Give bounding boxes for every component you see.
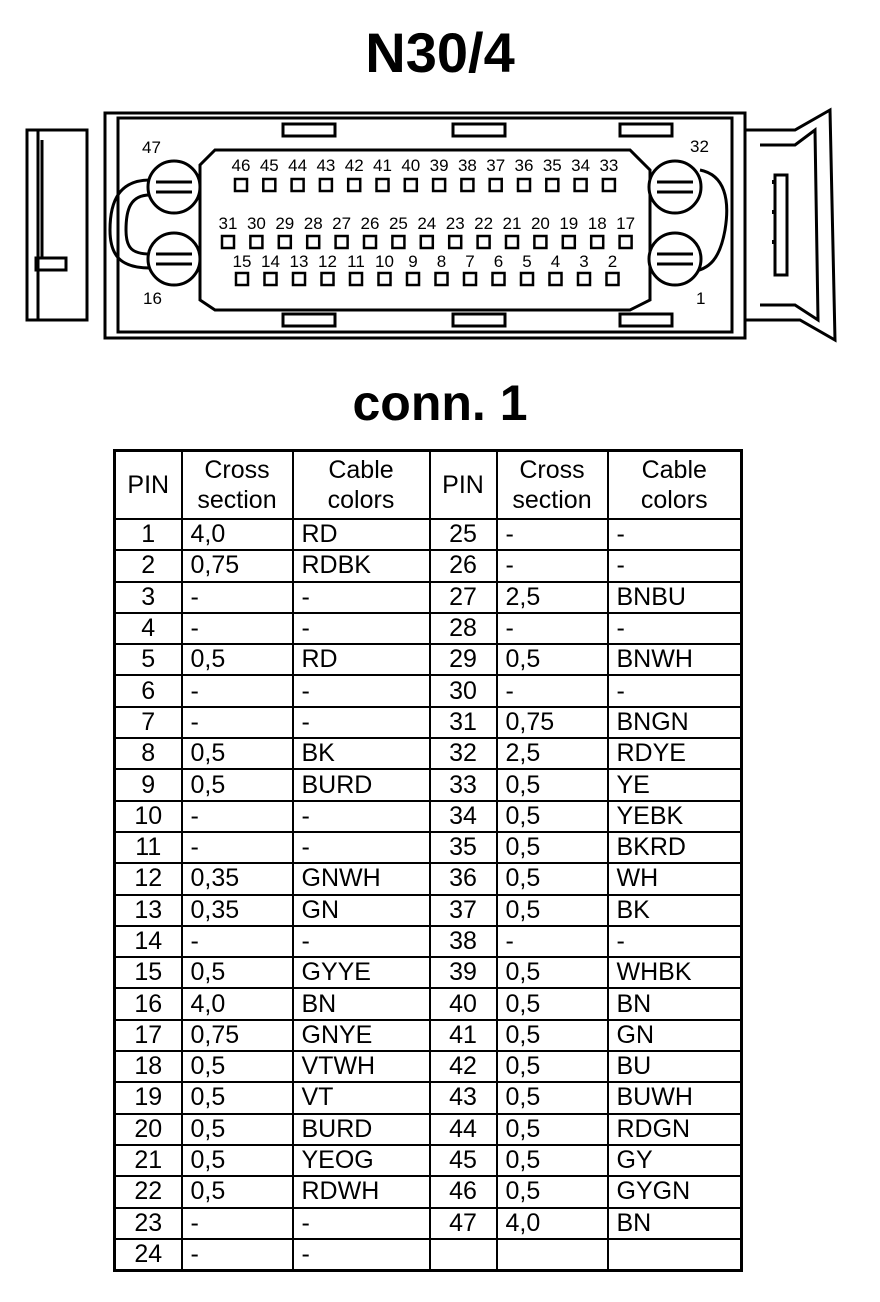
table-row (115, 801, 742, 832)
row_top-label: 35 (542, 156, 562, 175)
pin-cell: 26 (430, 550, 497, 581)
row_bottom-label: 7 (465, 252, 475, 271)
corner-label-16: 16 (143, 289, 162, 308)
pin-socket (265, 273, 277, 285)
table-row (115, 895, 742, 926)
table-row (115, 1176, 742, 1207)
table-header-row (115, 451, 742, 520)
table-row (115, 957, 742, 988)
pin-socket (279, 236, 291, 248)
cross-section-cell: - (497, 550, 608, 581)
pin-socket (563, 236, 575, 248)
pin-cell: 25 (430, 519, 497, 550)
pin-socket (250, 236, 262, 248)
pin-cell: 34 (430, 801, 497, 832)
table-row (115, 863, 742, 894)
cable-color-cell: WH (608, 863, 742, 894)
connector-drawing (0, 100, 880, 350)
cross-section-cell: 0,5 (182, 1114, 293, 1145)
cross-section-cell: 0,75 (497, 707, 608, 738)
cable-color-cell: - (293, 801, 430, 832)
pin-socket (293, 273, 305, 285)
pin-cell: 47 (430, 1208, 497, 1239)
pin-cell: 15 (115, 957, 182, 988)
header-cable-colors-2-text: Cable colors (640, 456, 708, 514)
cable-color-cell: - (608, 926, 742, 957)
cross-section-cell: 2,5 (497, 738, 608, 769)
pin-cell: 22 (115, 1176, 182, 1207)
table-row (115, 1020, 742, 1051)
cross-section-cell: 0,35 (182, 863, 293, 894)
pin-socket (575, 179, 587, 191)
screw-icon (649, 233, 701, 285)
cable-color-cell: RD (293, 519, 430, 550)
left-latch (27, 130, 87, 320)
pin-socket (490, 179, 502, 191)
cable-color-cell: BKRD (608, 832, 742, 863)
cross-section-cell: 0,35 (182, 895, 293, 926)
pin-cell: 16 (115, 988, 182, 1019)
pin-socket (534, 236, 546, 248)
table-row (115, 1145, 742, 1176)
cable-color-cell: - (293, 1208, 430, 1239)
table-row (115, 926, 742, 957)
row_bottom-label: 6 (493, 252, 504, 271)
cross-section-cell: 0,5 (182, 1176, 293, 1207)
cable-color-cell: - (293, 613, 430, 644)
cross-section-cell: 0,5 (497, 801, 608, 832)
corner-label-32: 32 (690, 137, 709, 156)
pin-cell: 39 (430, 957, 497, 988)
row_bottom-label: 3 (579, 252, 589, 271)
row_middle-label: 19 (559, 214, 579, 233)
row_bottom-label: 4 (550, 252, 561, 271)
cable-color-cell (608, 1239, 742, 1271)
cable-color-cell: GN (293, 895, 430, 926)
row_top-label: 43 (316, 156, 336, 175)
pin-cell: 19 (115, 1082, 182, 1113)
pin-cell: 7 (115, 707, 182, 738)
cross-section-cell: - (182, 1208, 293, 1239)
pin-cell: 11 (115, 832, 182, 863)
pin-cell: 14 (115, 926, 182, 957)
pin-table-body (115, 519, 742, 1271)
row_top-label: 36 (514, 156, 534, 175)
row_middle-label: 20 (530, 214, 550, 233)
pin-socket (322, 273, 334, 285)
row_top-label: 44 (288, 156, 308, 175)
pin-cell: 28 (430, 613, 497, 644)
cross-section-cell: 2,5 (497, 582, 608, 613)
row_bottom-label: 14 (261, 252, 280, 271)
screw-icon (148, 161, 200, 213)
row_middle-label: 28 (303, 214, 323, 233)
cable-color-cell: BURD (293, 1114, 430, 1145)
pin-cell: 1 (115, 519, 182, 550)
cable-color-cell: GN (608, 1020, 742, 1051)
cross-section-cell: 0,5 (497, 957, 608, 988)
cable-color-cell: - (608, 613, 742, 644)
cable-color-cell: BK (608, 895, 742, 926)
table-row (115, 1114, 742, 1145)
pin-socket (235, 179, 247, 191)
pin-socket (521, 273, 533, 285)
pin-cell: 4 (115, 613, 182, 644)
row_top-label: 41 (373, 156, 392, 175)
pin-cell: 43 (430, 1082, 497, 1113)
table-row (115, 1208, 742, 1239)
cable-color-cell: BN (293, 988, 430, 1019)
pin-socket (433, 179, 445, 191)
row_bottom-label: 5 (522, 252, 532, 271)
cable-color-cell: BU (608, 1051, 742, 1082)
row_top-label: 42 (344, 156, 364, 175)
cross-section-cell: - (497, 675, 608, 706)
cable-color-cell: YE (608, 769, 742, 800)
screw-icon (148, 233, 200, 285)
row_top-label: 40 (401, 156, 421, 175)
cross-section-cell: 0,5 (497, 769, 608, 800)
cross-section-cell: 0,5 (497, 1176, 608, 1207)
cross-section-cell: - (182, 801, 293, 832)
header-cross-section-text: Cross section (197, 456, 277, 514)
cross-section-cell: 0,5 (497, 644, 608, 675)
pin-cell: 13 (115, 895, 182, 926)
row_bottom-label: 10 (375, 252, 394, 271)
header-cross-section (182, 451, 293, 520)
table-row (115, 675, 742, 706)
row_middle-label: 22 (474, 214, 494, 233)
cable-color-cell: YEBK (608, 801, 742, 832)
pin-cell: 6 (115, 675, 182, 706)
row_bottom-label: 15 (232, 252, 252, 271)
pin-socket (407, 273, 419, 285)
cable-color-cell: - (608, 675, 742, 706)
pin-cell: 18 (115, 1051, 182, 1082)
pin-socket (550, 273, 562, 285)
pin-cell: 24 (115, 1239, 182, 1271)
cross-section-cell: - (182, 675, 293, 706)
cable-color-cell: BN (608, 1208, 742, 1239)
cable-color-cell: - (293, 582, 430, 613)
pin-cell: 40 (430, 988, 497, 1019)
cross-section-cell: 0,5 (497, 1114, 608, 1145)
cable-color-cell: WHBK (608, 957, 742, 988)
cross-section-cell: 0,5 (182, 738, 293, 769)
pin-cell: 5 (115, 644, 182, 675)
pin-socket (493, 273, 505, 285)
pin-cell: 46 (430, 1176, 497, 1207)
cross-section-cell: - (182, 926, 293, 957)
pin-socket (421, 236, 433, 248)
cable-color-cell: - (293, 1239, 430, 1271)
cross-section-cell: 0,5 (497, 895, 608, 926)
pin-socket (405, 179, 417, 191)
row_bottom-label: 2 (607, 252, 618, 271)
header-cable-colors-2 (608, 451, 742, 520)
pin-socket (236, 273, 248, 285)
pin-cell: 29 (430, 644, 497, 675)
row_top-label: 39 (429, 156, 449, 175)
cable-color-cell: BURD (293, 769, 430, 800)
pin-cell: 3 (115, 582, 182, 613)
cross-section-cell: 0,5 (497, 863, 608, 894)
row_middle-label: 30 (246, 214, 266, 233)
cross-section-cell: 0,5 (497, 1145, 608, 1176)
table-row (115, 582, 742, 613)
cable-color-cell: - (293, 832, 430, 863)
row_middle-label: 26 (360, 214, 380, 233)
pin-socket (348, 179, 360, 191)
table-row (115, 707, 742, 738)
cross-section-cell: 0,5 (182, 1082, 293, 1113)
cable-color-cell: BNGN (608, 707, 742, 738)
cable-color-cell: - (608, 550, 742, 581)
table-row (115, 1051, 742, 1082)
pin-cell: 21 (115, 1145, 182, 1176)
pin-socket (449, 236, 461, 248)
header-pin: PIN (115, 451, 182, 520)
cable-color-cell: GY (608, 1145, 742, 1176)
row_middle-label: 27 (332, 214, 352, 233)
table-row (115, 738, 742, 769)
table-row (115, 1082, 742, 1113)
cross-section-cell: 0,5 (182, 1145, 293, 1176)
pin-cell: 17 (115, 1020, 182, 1051)
cross-section-cell: - (182, 832, 293, 863)
row_middle-label: 25 (388, 214, 408, 233)
cross-section-cell: 4,0 (182, 519, 293, 550)
pin-socket (546, 179, 558, 191)
pin-cell: 20 (115, 1114, 182, 1145)
cable-color-cell: RDGN (608, 1114, 742, 1145)
pin-cell: 32 (430, 738, 497, 769)
row_middle-label: 21 (502, 214, 522, 233)
row_top-label: 34 (571, 156, 591, 175)
header-cross-section-2-text: Cross section (512, 456, 592, 514)
header-cable-colors (293, 451, 430, 520)
pin-cell: 35 (430, 832, 497, 863)
cable-color-cell: BN (608, 988, 742, 1019)
table-row (115, 988, 742, 1019)
cross-section-cell: 0,5 (497, 1082, 608, 1113)
pin-socket (506, 236, 518, 248)
cross-section-cell: - (182, 707, 293, 738)
cross-section-cell: - (497, 613, 608, 644)
cable-color-cell: RDBK (293, 550, 430, 581)
pin-cell: 37 (430, 895, 497, 926)
table-row (115, 550, 742, 581)
pin-socket (518, 179, 530, 191)
corner-label-47: 47 (142, 138, 161, 157)
table-row (115, 613, 742, 644)
pin-socket (603, 179, 615, 191)
pin-cell: 10 (115, 801, 182, 832)
pin-socket (464, 273, 476, 285)
pin-socket (292, 179, 304, 191)
cross-section-cell: 0,5 (182, 957, 293, 988)
connector-subtitle: conn. 1 (352, 375, 528, 431)
row_bottom-label: 11 (347, 252, 365, 271)
cross-section-cell: 0,5 (182, 644, 293, 675)
row_middle-label: 24 (417, 214, 437, 233)
header-pin-2: PIN (430, 451, 497, 520)
cross-section-cell: - (182, 582, 293, 613)
pin-cell (430, 1239, 497, 1271)
pin-socket (461, 179, 473, 191)
cross-section-cell: - (182, 613, 293, 644)
cable-color-cell: GYYE (293, 957, 430, 988)
cross-section-cell: 0,75 (182, 550, 293, 581)
pin-cell: 9 (115, 769, 182, 800)
pin-cell: 2 (115, 550, 182, 581)
pin-socket (620, 236, 632, 248)
cross-section-cell: 0,75 (182, 1020, 293, 1051)
pin-socket (307, 236, 319, 248)
cross-section-cell: 0,5 (497, 1051, 608, 1082)
cable-color-cell: - (608, 519, 742, 550)
row_bottom-label: 12 (318, 252, 337, 271)
cross-section-cell: - (497, 519, 608, 550)
pin-socket (263, 179, 275, 191)
row_middle-label: 23 (445, 214, 465, 233)
row_top-label: 38 (457, 156, 477, 175)
pin-cell: 41 (430, 1020, 497, 1051)
cross-section-cell: 4,0 (497, 1208, 608, 1239)
row_middle-label: 31 (218, 214, 238, 233)
pin-socket (379, 273, 391, 285)
cross-section-cell: - (497, 926, 608, 957)
pin-rows (219, 156, 636, 285)
row_middle-label: 18 (587, 214, 607, 233)
pin-socket (591, 236, 603, 248)
row_top-label: 33 (599, 156, 619, 175)
pin-cell: 12 (115, 863, 182, 894)
pin-cell: 44 (430, 1114, 497, 1145)
cable-color-cell: RDWH (293, 1176, 430, 1207)
row_top-label: 46 (231, 156, 251, 175)
table-row (115, 1239, 742, 1271)
screw-icon (649, 161, 701, 213)
cable-color-cell: - (293, 926, 430, 957)
cable-color-cell: GYGN (608, 1176, 742, 1207)
pin-socket (578, 273, 590, 285)
pin-socket (350, 273, 362, 285)
table-row (115, 769, 742, 800)
cable-color-cell: VTWH (293, 1051, 430, 1082)
pin-socket (222, 236, 234, 248)
cross-section-cell (497, 1239, 608, 1271)
row_top-label: 45 (259, 156, 279, 175)
cable-color-cell: YEOG (293, 1145, 430, 1176)
table-row (115, 644, 742, 675)
pin-socket (336, 236, 348, 248)
pin-cell: 23 (115, 1208, 182, 1239)
pin-socket (436, 273, 448, 285)
pin-cell: 36 (430, 863, 497, 894)
cable-color-cell: BNWH (608, 644, 742, 675)
cable-color-cell: RD (293, 644, 430, 675)
pin-cell: 42 (430, 1051, 497, 1082)
corner-label-1: 1 (696, 289, 706, 308)
cross-section-cell: 0,5 (182, 1051, 293, 1082)
pin-socket (377, 179, 389, 191)
cable-color-cell: BNBU (608, 582, 742, 613)
row_top-label: 37 (486, 156, 506, 175)
diagram-title: N30/4 (365, 21, 515, 84)
header-cross-section-2 (497, 451, 608, 520)
cross-section-cell: 0,5 (497, 988, 608, 1019)
row_middle-label: 29 (275, 214, 295, 233)
pin-socket (392, 236, 404, 248)
row_bottom-label: 13 (289, 252, 309, 271)
pin-cell: 31 (430, 707, 497, 738)
header-cable-colors-text: Cable colors (327, 456, 395, 514)
cross-section-cell: 4,0 (182, 988, 293, 1019)
cable-color-cell: BK (293, 738, 430, 769)
cable-color-cell: RDYE (608, 738, 742, 769)
cable-color-cell: VT (293, 1082, 430, 1113)
cable-color-cell: GNYE (293, 1020, 430, 1051)
pin-socket (607, 273, 619, 285)
cross-section-cell: 0,5 (497, 1020, 608, 1051)
cable-color-cell: - (293, 707, 430, 738)
cross-section-cell: 0,5 (497, 832, 608, 863)
pin-socket (320, 179, 332, 191)
row_middle-label: 17 (616, 214, 636, 233)
table-row (115, 519, 742, 550)
pin-cell: 27 (430, 582, 497, 613)
cable-color-cell: BUWH (608, 1082, 742, 1113)
pin-cell: 30 (430, 675, 497, 706)
cross-section-cell: - (182, 1239, 293, 1271)
cable-color-cell: - (293, 675, 430, 706)
table-row (115, 832, 742, 863)
pin-cell: 8 (115, 738, 182, 769)
cross-section-cell: 0,5 (182, 769, 293, 800)
row_bottom-label: 8 (436, 252, 447, 271)
pin-socket (478, 236, 490, 248)
pin-table (113, 449, 743, 1272)
pin-cell: 33 (430, 769, 497, 800)
pin-socket (364, 236, 376, 248)
row_bottom-label: 9 (408, 252, 418, 271)
pin-cell: 45 (430, 1145, 497, 1176)
cable-color-cell: GNWH (293, 863, 430, 894)
pin-cell: 38 (430, 926, 497, 957)
